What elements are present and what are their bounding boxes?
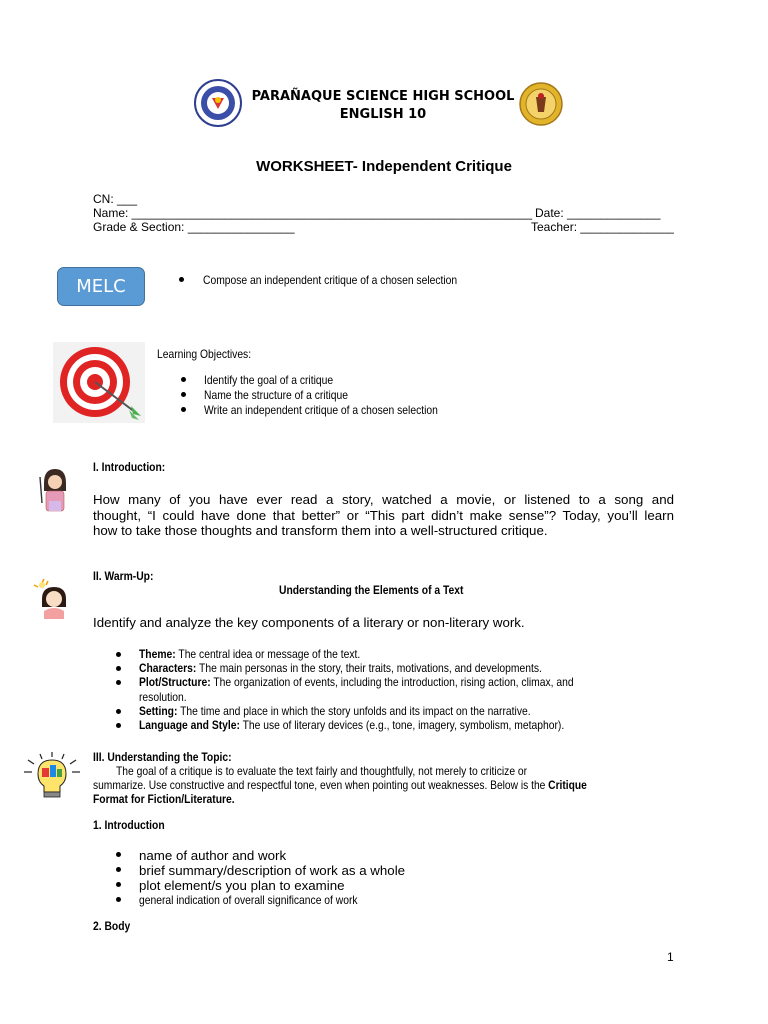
melc-badge: MELC bbox=[57, 267, 145, 306]
thinking-girl-icon bbox=[32, 577, 72, 621]
element-desc: The central idea or message of the text. bbox=[175, 647, 361, 661]
target-image bbox=[53, 342, 145, 423]
topic-line: The goal of a critique is to evaluate the text fairly and thoughtfully, not merely to criticize or bbox=[116, 764, 528, 778]
element-bullet bbox=[116, 680, 121, 685]
element-desc: The time and place in which the story unfolds and its impact on the narrative. bbox=[177, 704, 531, 718]
objective-item: Name the structure of a critique bbox=[204, 388, 348, 402]
element-item bbox=[139, 718, 564, 732]
target-icon bbox=[53, 342, 145, 423]
element-bullet bbox=[116, 652, 121, 657]
introduction-heading: I. Introduction: bbox=[93, 460, 166, 474]
element-term: Characters: bbox=[139, 661, 197, 675]
intro-item: general indication of overall significance of work bbox=[139, 893, 358, 907]
element-term: Theme: bbox=[139, 647, 176, 661]
topic-line bbox=[93, 778, 587, 792]
introduction-line: How many of you have ever read a story, watched a movie, or listened to a song and bbox=[93, 492, 674, 507]
warmup-subheading: Understanding the Elements of a Text bbox=[279, 583, 464, 597]
intro-item: plot element/s you plan to examine bbox=[139, 878, 345, 893]
objectives-heading: Learning Objectives: bbox=[157, 347, 252, 361]
pshs-seal-icon bbox=[517, 82, 565, 126]
intro-section-heading: 1. Introduction bbox=[93, 818, 165, 832]
objective-bullet bbox=[181, 377, 186, 382]
intro-item: name of author and work bbox=[139, 848, 287, 863]
school-heading bbox=[232, 88, 534, 124]
element-item-continued: resolution. bbox=[139, 690, 187, 704]
subject-name: ENGLISH 10 bbox=[339, 107, 427, 122]
lightbulb-icon bbox=[20, 750, 84, 800]
cn-field: CN: ___ bbox=[93, 192, 138, 206]
element-item bbox=[139, 675, 574, 689]
introduction-paragraph bbox=[93, 492, 674, 539]
element-desc: The use of literary devices (e.g., tone, imagery, symbolism, metaphor). bbox=[239, 718, 565, 732]
introduction-line: thought, “I could have done that better” or “This part didn’t make sense”? Today, you’ll learn bbox=[93, 507, 674, 523]
element-item bbox=[139, 647, 360, 661]
element-bullet bbox=[116, 666, 121, 671]
grade-section-field: Grade & Section: ________________ bbox=[93, 220, 295, 234]
element-bullet bbox=[116, 723, 121, 728]
melc-item: Compose an independent critique of a chosen selection bbox=[203, 273, 458, 287]
element-bullet bbox=[116, 709, 121, 714]
objective-item: Identify the goal of a critique bbox=[204, 373, 334, 387]
intro-item: brief summary/description of work as a whole bbox=[139, 863, 406, 878]
element-item bbox=[139, 661, 542, 675]
worksheet-title: WORKSHEET- Independent Critique bbox=[256, 158, 512, 175]
page-number: 1 bbox=[667, 950, 674, 964]
topic-text: summarize. Use constructive and respectful tone, even when pointing out weaknesses. Below is the bbox=[93, 778, 549, 792]
thinking-girl-illustration bbox=[32, 577, 72, 621]
warmup-instruction: Identify and analyze the key components of a literary or non-literary work. bbox=[93, 615, 525, 630]
element-desc: The organization of events, including the introduction, rising action, climax, and bbox=[210, 675, 574, 689]
element-item bbox=[139, 704, 531, 718]
intro-bullet bbox=[116, 882, 121, 887]
intro-bullet bbox=[116, 867, 121, 872]
body-section-heading: 2. Body bbox=[93, 919, 131, 933]
date-field: Date: ______________ bbox=[535, 206, 661, 220]
idea-bulb-illustration bbox=[20, 750, 84, 800]
objective-bullet bbox=[181, 392, 186, 397]
objective-bullet bbox=[181, 407, 186, 412]
intro-bullet bbox=[116, 852, 121, 857]
school-name: PARAÑAQUE SCIENCE HIGH SCHOOL bbox=[251, 89, 515, 104]
critique-format-term: Format for Fiction/Literature. bbox=[93, 792, 235, 806]
melc-bullet bbox=[179, 277, 184, 282]
critique-term: Critique bbox=[548, 778, 587, 792]
element-desc: The main personas in the story, their traits, motivations, and developments. bbox=[196, 661, 542, 675]
school-seal bbox=[517, 82, 565, 126]
element-term: Plot/Structure: bbox=[139, 675, 211, 689]
name-field: Name: ____________________________________________________________ bbox=[93, 206, 533, 220]
warmup-heading: II. Warm-Up: bbox=[93, 569, 154, 583]
element-term: Language and Style: bbox=[139, 718, 240, 732]
intro-bullet bbox=[116, 897, 121, 902]
teacher-field: Teacher: ______________ bbox=[531, 220, 674, 234]
teacher-girl-icon bbox=[36, 467, 72, 517]
topic-heading: III. Understanding the Topic: bbox=[93, 750, 232, 764]
introduction-line: how to take those thoughts and transform them into a well-structured critique. bbox=[93, 523, 548, 538]
objective-item: Write an independent critique of a chosen selection bbox=[204, 403, 438, 417]
element-term: Setting: bbox=[139, 704, 178, 718]
teacher-illustration bbox=[36, 467, 72, 517]
